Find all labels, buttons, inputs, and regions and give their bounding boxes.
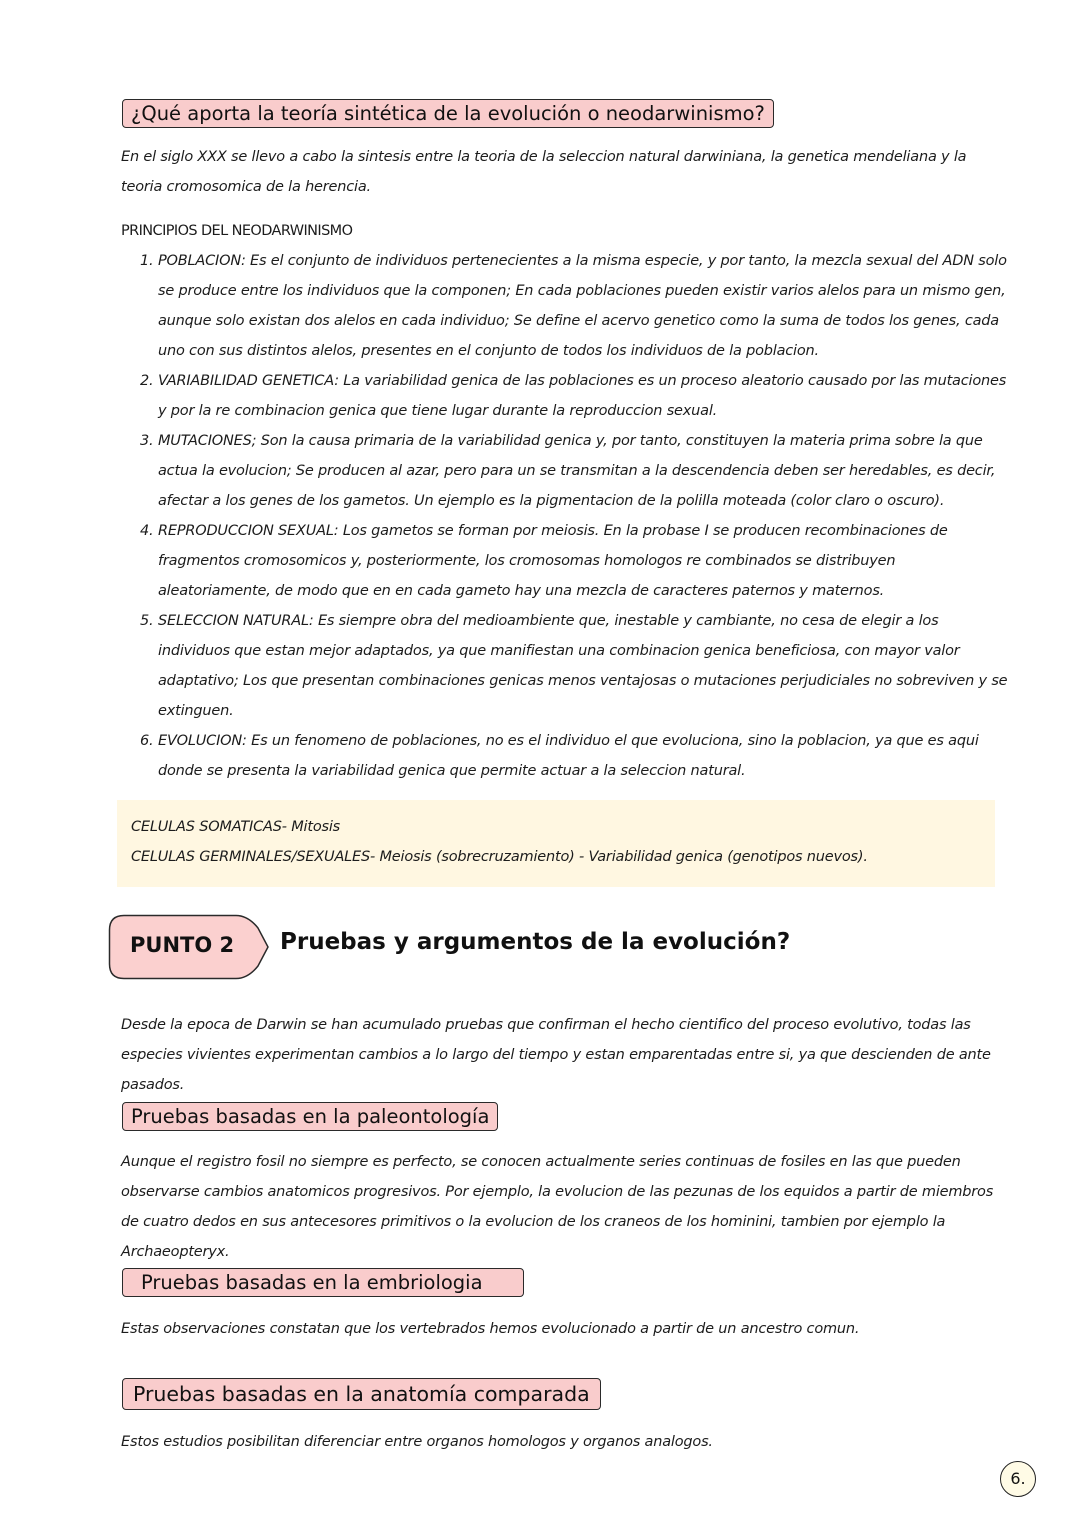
embriologia-paragraph: Estas observaciones constatan que los vertebrados hemos evolucionado a partir de un ancestro comun. (121, 1321, 860, 1337)
list-item (140, 366, 1010, 426)
list-item-number: 6. (140, 733, 154, 749)
list-item (140, 726, 1010, 786)
principles-title: PRINCIPIOS DEL NEODARWINISMO (121, 223, 353, 239)
intro-paragraph: En el siglo XXX se llevo a cabo la sintesis entre la teoria de la seleccion natural darwiniana, la genetica mendeliana y la teoria cromosomica de la herencia. (121, 149, 967, 195)
list-item-text: REPRODUCCION SEXUAL: Los gametos se forman por meiosis. En la probase I se producen recombinaciones de fragmentos cromosomicos y, posteriormente, los cromosomas homologos re combinados se distribuyen aleatoriamente, de modo que en en cada gameto hay una mezcla de caracteres paternos y maternos. (158, 523, 948, 599)
pruebas-intro-paragraph: Desde la epoca de Darwin se han acumulado pruebas que confirman el hecho cientifico del proceso evolutivo, todas las especies vivientes experimentan cambios a lo largo del tiempo y estan emparentadas entre si, ya que descienden de ante pasados. (121, 1017, 991, 1093)
list-item-number: 5. (140, 613, 154, 629)
subheading-paleontologia: Pruebas basadas en la paleontología (122, 1102, 498, 1131)
punto-label: PUNTO 2 (130, 933, 235, 957)
list-item-number: 3. (140, 433, 154, 449)
section-heading-neodarwinismo: ¿Qué aporta la teoría sintética de la evolución o neodarwinismo? (122, 99, 774, 128)
list-item (140, 246, 1010, 366)
list-item-number: 2. (140, 373, 154, 389)
list-item-text: SELECCION NATURAL: Es siempre obra del medioambiente que, inestable y cambiante, no cesa de elegir a los individuos que estan mejor adaptados, ya que manifiestan una combinacion genica beneficiosa, con mayor valor adaptativo; Los que presentan combinaciones genicas menos ventajosas o mutaciones perjudiciales no sobreviven y se extinguen. (158, 613, 1008, 719)
anatomia-paragraph: Estos estudios posibilitan diferenciar entre organos homologos y organos analogos. (121, 1434, 713, 1450)
subheading-anatomia-comparada: Pruebas basadas en la anatomía comparada (122, 1378, 601, 1410)
cell-types-note (117, 800, 995, 887)
list-item (140, 426, 1010, 516)
paleontologia-paragraph: Aunque el registro fosil no siempre es perfecto, se conocen actualmente series continuas de fosiles en las que pueden observarse cambios anatomicos progresivos. Por ejemplo, la evolucion de las pezunas de los equidos a partir de miembros de cuatro dedos en sus antecesores primitivos o la evolucion de los craneos de los hominini, tambien por ejemplo la Archaeopteryx. (121, 1154, 994, 1260)
subheading-embriologia: Pruebas basadas en la embriologia (122, 1268, 524, 1297)
list-item-text: EVOLUCION: Es un fenomeno de poblaciones, no es el individuo el que evoluciona, sino la poblacion, ya que es aqui donde se presenta la variabilidad genica que permite actuar a la seleccion natural. (158, 733, 979, 779)
list-item-text: VARIABILIDAD GENETICA: La variabilidad genica de las poblaciones es un proceso aleatorio causado por las mutaciones y por la re combinacion genica que tiene lugar durante la reproduccion sexual. (158, 373, 1007, 419)
list-item (140, 606, 1010, 726)
list-item (140, 516, 1010, 606)
punto-badge (108, 914, 270, 980)
page-number: 6. (1000, 1461, 1036, 1497)
list-item-number: 4. (140, 523, 154, 539)
list-item-text: POBLACION: Es el conjunto de individuos pertenecientes a la misma especie, y por tanto, la mezcla sexual del ADN solo se produce entre los individuos que la componen; En cada poblaciones pueden existir varios alelos para un mismo gen, aunque solo existan dos alelos en cada individuo; Se define el acervo genetico como la suma de todos los genes, cada uno con sus distintos alelos, presentes en el conjunto de todos los individuos de la poblacion. (158, 253, 1007, 359)
note-line-somatic: CELULAS SOMATICAS- Mitosis (131, 819, 341, 835)
section-title-pruebas: Pruebas y argumentos de la evolución? (280, 929, 791, 955)
principles-list (140, 246, 1010, 786)
list-item-text: MUTACIONES; Son la causa primaria de la variabilidad genica y, por tanto, constituyen la materia prima sobre la que actua la evolucion; Se producen al azar, pero para un se transmitan a la descendencia deben ser heredables, es decir, afectar a los genes de los gametos. Un ejemplo es la pigmentacion de la polilla moteada (color claro o oscuro). (158, 433, 996, 509)
note-line-germinal: CELULAS GERMINALES/SEXUALES- Meiosis (sobrecruzamiento) - Variabilidad genica (genotipos nuevos). (131, 849, 868, 865)
list-item-number: 1. (140, 253, 154, 269)
